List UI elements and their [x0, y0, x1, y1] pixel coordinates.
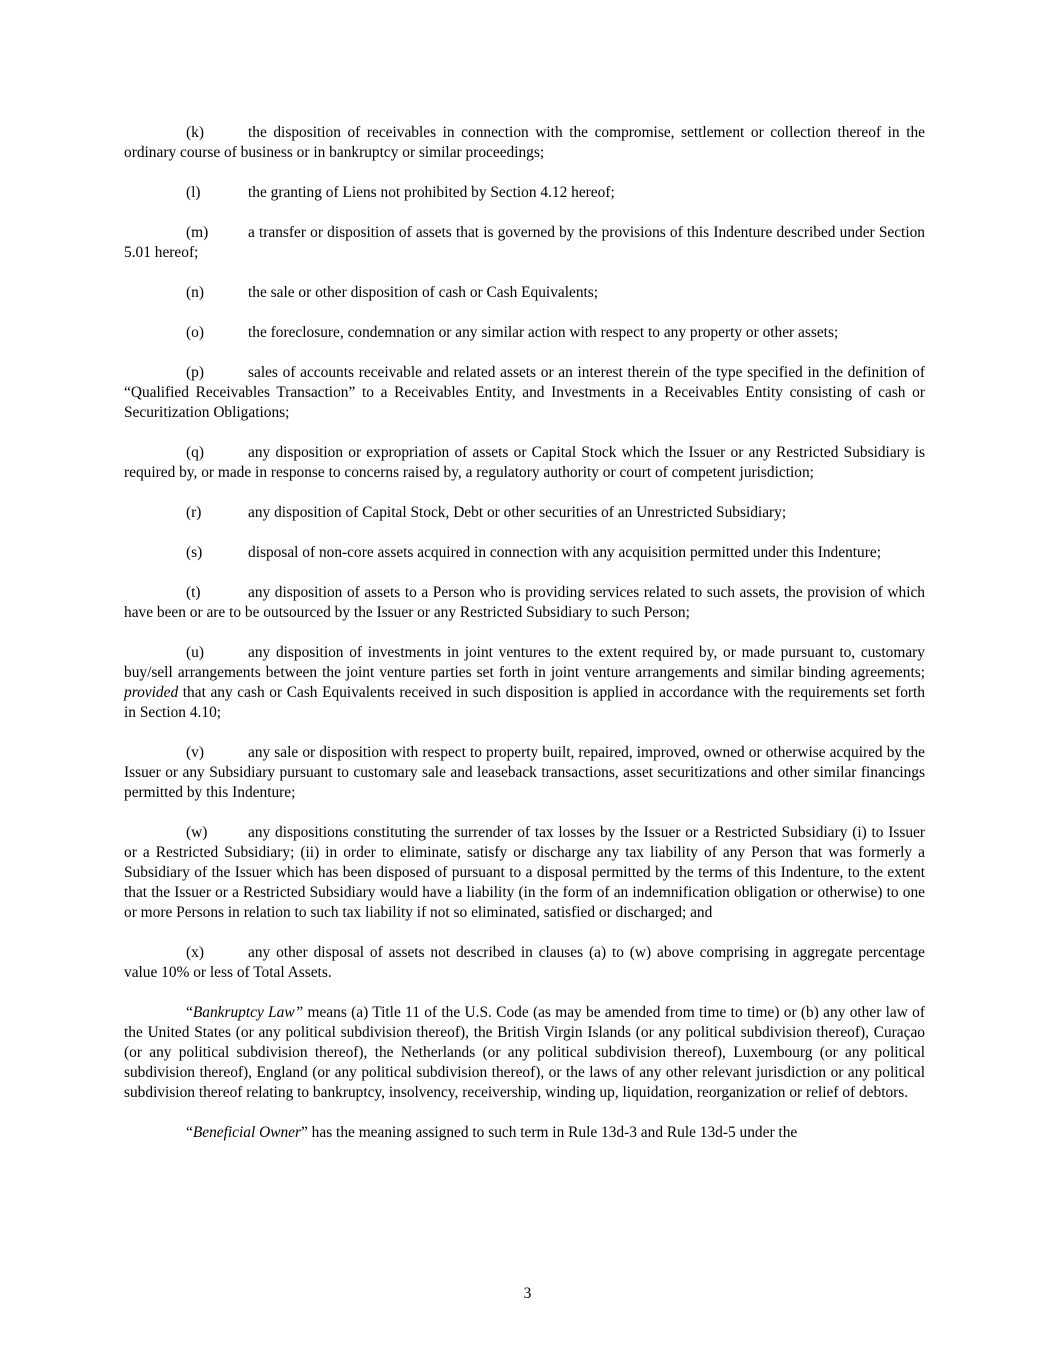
clause-italic-word: provided	[124, 684, 179, 701]
clause-text: any disposition of assets to a Person who is providing services related to such assets, the provision of which have been or are to be outsourced by the Issuer or any Restricted Subsidiary to such Person;	[124, 584, 925, 621]
clause-text: the foreclosure, condemnation or any similar action with respect to any property or other assets;	[248, 324, 839, 341]
clause-text: any other disposal of assets not described in clauses (a) to (w) above comprising in aggregate percentage value 10% or less of Total Assets.	[124, 944, 925, 981]
clause-marker: (q)	[186, 444, 204, 461]
clause-t	[124, 583, 925, 623]
clause-r	[124, 503, 925, 523]
clause-q	[124, 443, 925, 483]
clause-marker: (x)	[186, 944, 204, 961]
clause-x	[124, 943, 925, 983]
definition-text: means (a) Title 11 of the U.S. Code (as may be amended from time to time) or (b) any other law of the United States (or any political subdivision thereof), the British Virgin Islands (or any political subdivision thereof), Curaçao (or any political subdivision thereof), the Netherlands (or any political subdivision thereof), Luxembourg (or any political subdivision thereof), England (or any political subdivision thereof), or the laws of any other relevant jurisdiction or any political subdivision thereof relating to bankruptcy, insolvency, receivership, winding up, liquidation, reorganization or relief of debtors.	[124, 1004, 925, 1101]
clause-marker: (k)	[186, 124, 204, 141]
clause-marker: (l)	[186, 184, 201, 201]
clause-w	[124, 823, 925, 923]
clause-marker: (v)	[186, 744, 204, 761]
clause-text: any disposition or expropriation of assets or Capital Stock which the Issuer or any Restricted Subsidiary is required by, or made in response to concerns raised by, a regulatory authority or court of competent jurisdiction;	[124, 444, 925, 481]
clause-marker: (w)	[186, 824, 208, 841]
clause-text: sales of accounts receivable and related assets or an interest therein of the type specified in the definition of “Qualified Receivables Transaction” to a Receivables Entity, and Investments in a Receivables Entity consisting of cash or Securitization Obligations;	[124, 364, 925, 421]
open-quote: “	[186, 1124, 193, 1141]
clause-marker: (r)	[186, 504, 202, 521]
clause-l	[124, 183, 925, 203]
open-quote: “	[186, 1004, 193, 1021]
clause-text: the disposition of receivables in connection with the compromise, settlement or collection thereof in the ordinary course of business or in bankruptcy or similar proceedings;	[124, 124, 925, 161]
clause-p	[124, 363, 925, 423]
clause-text: the granting of Liens not prohibited by Section 4.12 hereof;	[248, 184, 615, 201]
clause-v	[124, 743, 925, 803]
clause-marker: (u)	[186, 644, 204, 661]
clause-o	[124, 323, 925, 343]
clause-m	[124, 223, 925, 263]
clause-text-before: any disposition of investments in joint ventures to the extent required by, or made pursuant to, customary buy/sell arrangements between the joint venture parties set forth in joint venture arrangements and similar binding agreements;	[124, 644, 925, 681]
defined-term: Beneficial Owner	[192, 1124, 301, 1141]
defined-term: Bankruptcy Law	[192, 1004, 295, 1021]
clause-marker: (o)	[186, 324, 204, 341]
clause-text: the sale or other disposition of cash or Cash Equivalents;	[248, 284, 599, 301]
clause-u	[124, 643, 925, 723]
clause-text: any dispositions constituting the surrender of tax losses by the Issuer or a Restricted Subsidiary (i) to Issuer or a Restricted Subsidiary; (ii) in order to eliminate, satisfy or discharge any tax liability of any Person that was formerly a Subsidiary of the Issuer which has been disposed of pursuant to a disposal permitted by the terms of this Indenture, to the extent that the Issuer or a Restricted Subsidiary would have a liability (in the form of an indemnification obligation or otherwise) to one or more Persons in relation to such tax liability if not so eliminated, satisfied or discharged; and	[124, 824, 925, 921]
clause-text-after: that any cash or Cash Equivalents received in such disposition is applied in accordance with the requirements set forth in Section 4.10;	[124, 684, 925, 721]
clause-k	[124, 123, 925, 163]
definition-text: has the meaning assigned to such term in Rule 13d-3 and Rule 13d-5 under the	[307, 1124, 798, 1141]
definition-bankruptcy-law	[124, 1003, 925, 1103]
clause-text: a transfer or disposition of assets that is governed by the provisions of this Indenture described under Section 5.01 hereof;	[124, 224, 925, 261]
clause-marker: (n)	[186, 284, 204, 301]
clause-text: any sale or disposition with respect to property built, repaired, improved, owned or otherwise acquired by the Issuer or any Subsidiary pursuant to customary sale and leaseback transactions, asset securitizations and other similar financings permitted by this Indenture;	[124, 744, 925, 801]
page-number: 3	[523, 1285, 532, 1302]
clause-marker: (p)	[186, 364, 204, 381]
clause-s	[124, 543, 925, 563]
clause-text: disposal of non-core assets acquired in connection with any acquisition permitted under this Indenture;	[248, 544, 881, 561]
clause-marker: (t)	[186, 584, 201, 601]
clause-marker: (s)	[186, 544, 203, 561]
close-quote: ”	[294, 1004, 304, 1021]
clause-text: any disposition of Capital Stock, Debt or other securities of an Unrestricted Subsidiary;	[248, 504, 787, 521]
definition-beneficial-owner	[124, 1123, 925, 1143]
clause-marker: (m)	[186, 224, 209, 241]
clause-n	[124, 283, 925, 303]
close-quote: ”	[300, 1124, 308, 1141]
document-body	[124, 123, 925, 1163]
